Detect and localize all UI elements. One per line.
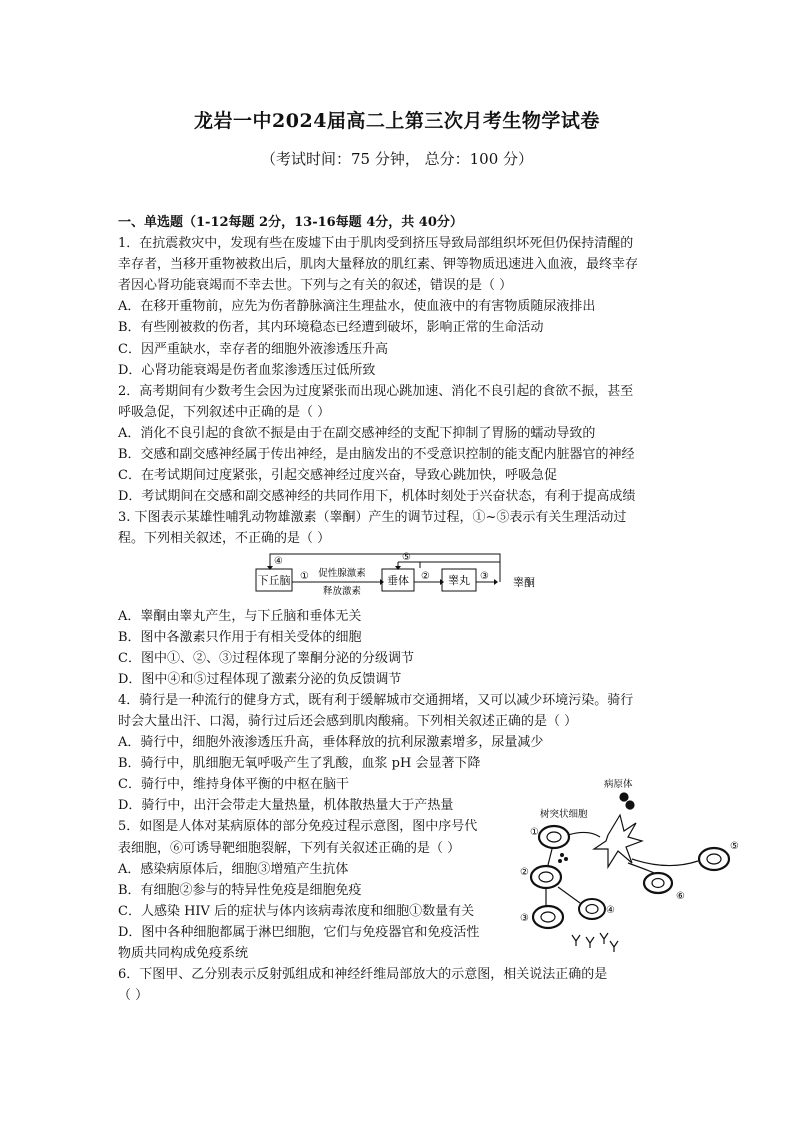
q1-stem: 1．在抗震救灾中，发现有些在废墟下由于肌肉受到挤压导致局部组织坏死但仍保持清醒的 [118,236,634,252]
q5-option-d: D．图中各种细胞都属于淋巴细胞，它们与免疫器官和免疫活性 [118,924,480,940]
q5-option-d: 物质共同构成免疫系统 [118,946,249,961]
q3-option-d: D．图中④和⑤过程体现了激素分泌的负反馈调节 [118,671,402,687]
step-3-label: ③ [480,570,489,582]
q3-option-c: C．图中①、②、③过程体现了睾酮分泌的分级调节 [118,650,414,666]
q5-option-a: A．感染病原体后，细胞③增殖产生抗体 [118,861,349,877]
q2-option-d: D．考试期间在交感和副交感神经的共同作用下，机体时刻处于兴奋状态，有利于提高成绩 [118,489,636,505]
q4-stem: 4．骑行是一种流行的健身方式，既有利于缓解城市交通拥堵，又可以减少环境污染。骑行 [118,692,634,708]
q2-option-b: B．交感和副交感神经属于传出神经，是由脑发出的不受意识控制的能支配内脏器官的神经 [118,447,635,463]
q3-stem: 程。下列相关叙述，不正确的是（ ） [118,531,331,547]
q6-stem: （ ） [118,988,149,1004]
q1-option-a: A．在移开重物前，应先为伤者静脉滴注生理盐水，使血液中的有害物质随尿液排出 [118,299,596,315]
testis-label: 睾丸 [448,573,470,587]
q3-option-b: B．图中各激素只作用于有相关受体的细胞 [118,629,362,645]
hypothalamus-label: 下丘脑 [257,573,291,587]
step-4-label: ④ [274,555,283,567]
q2-stem: 2．高考期间有少数考生会因为过度紧张而出现心跳加速、消化不良引起的食欲不振，甚至 [118,383,634,399]
q1-stem: 者因心肾功能衰竭而不幸去世。下列与之有关的叙述，错误的是（ ） [118,278,513,294]
q1-option-c: C．因严重缺水，幸存者的细胞外液渗透压升高 [118,341,388,357]
section-heading: 一、单选题（1-12每题 2分，13-16每题 4分，共 40分） [118,215,463,230]
q4-stem: 时会大量出汗、口渴，骑行过后还会感到肌肉酸痛。下列相关叙述正确的是（ ） [118,713,578,729]
step-1-label: ① [300,570,309,582]
hormone-regulation-diagram [118,550,680,606]
testosterone-label: 睾酮 [513,575,535,589]
cell-2-label: ② [520,867,529,878]
cell-3-label: ③ [520,913,529,924]
pituitary-label: 垂体 [387,573,409,587]
cell-5-label: ⑤ [730,841,739,852]
immune-process-svg [508,775,748,955]
q5-stem: 表细胞，⑥可诱导靶细胞裂解，下列有关叙述正确的是（ ） [118,840,461,856]
step-5-label: ⑤ [402,551,411,563]
cell-4-label: ④ [606,905,615,916]
q1-option-b: B．有些刚被救的伤者，其内环境稳态已经遭到破坏，影响正常的生命活动 [118,320,544,336]
q5-stem: 5．如图是人体对某病原体的部分免疫过程示意图，图中序号代 [118,819,478,835]
q3-stem: 3. 下图表示某雄性哺乳动物雄激素（睾酮）产生的调节过程，①~⑤表示有关生理活动过 [118,510,627,526]
q3-option-a: A．睾酮由睾丸产生，与下丘脑和垂体无关 [118,608,362,624]
q2-stem: 呼吸急促，下列叙述中正确的是（ ） [118,404,331,420]
exam-subtitle: （考试时间：75 分钟， 总分：100 分） [260,150,534,168]
q1-option-d: D．心肾功能衰竭是伤者血浆渗透压过低所致 [118,362,376,378]
exam-title: 龙岩一中2024届高二上第三次月考生物学试卷 [194,110,600,132]
pathogen-label: 病原体 [604,779,633,790]
q4-option-b: B．骑行中，肌细胞无氧呼吸产生了乳酸，血浆 pH 会显著下降 [118,756,481,772]
q4-option-d: D．骑行中，出汗会带走大量热量，机体散热量大于产热量 [118,798,454,814]
step-2-label: ② [421,570,430,582]
dendritic-cell-label: 树突状细胞 [540,809,588,820]
q5-option-c: C．人感染 HIV 后的症状与体内该病毒浓度和细胞①数量有关 [118,903,475,919]
gnrh-label-1: 促性腺激素 [318,567,366,579]
q5-option-b: B．有细胞②参与的特异性免疫是细胞免疫 [118,882,362,898]
cell-6-label: ⑥ [676,891,685,902]
q2-option-c: C．在考试期间过度紧张，引起交感神经过度兴奋，导致心跳加快，呼吸急促 [118,468,557,484]
gnrh-label-2: 释放激素 [322,585,362,597]
q4-option-a: A．骑行中，细胞外液渗透压升高，垂体释放的抗利尿激素增多，尿量减少 [118,735,544,751]
q6-stem: 6．下图甲、乙分别表示反射弧组成和神经纤维局部放大的示意图，相关说法正确的是 [118,967,608,983]
hormone-regulation-svg [254,550,554,606]
cell-1-label: ① [530,827,539,838]
immune-process-diagram [508,775,748,959]
q1-stem: 幸存者，当移开重物被救出后，肌肉大量释放的肌红素、钾等物质迅速进入血液，最终幸存 [118,257,639,273]
q2-option-a: A．消化不良引起的食欲不振是由于在副交感神经的支配下抑制了胃肠的蠕动导致的 [118,425,596,441]
q4-option-c: C．骑行中，维持身体平衡的中枢在脑干 [118,777,349,793]
